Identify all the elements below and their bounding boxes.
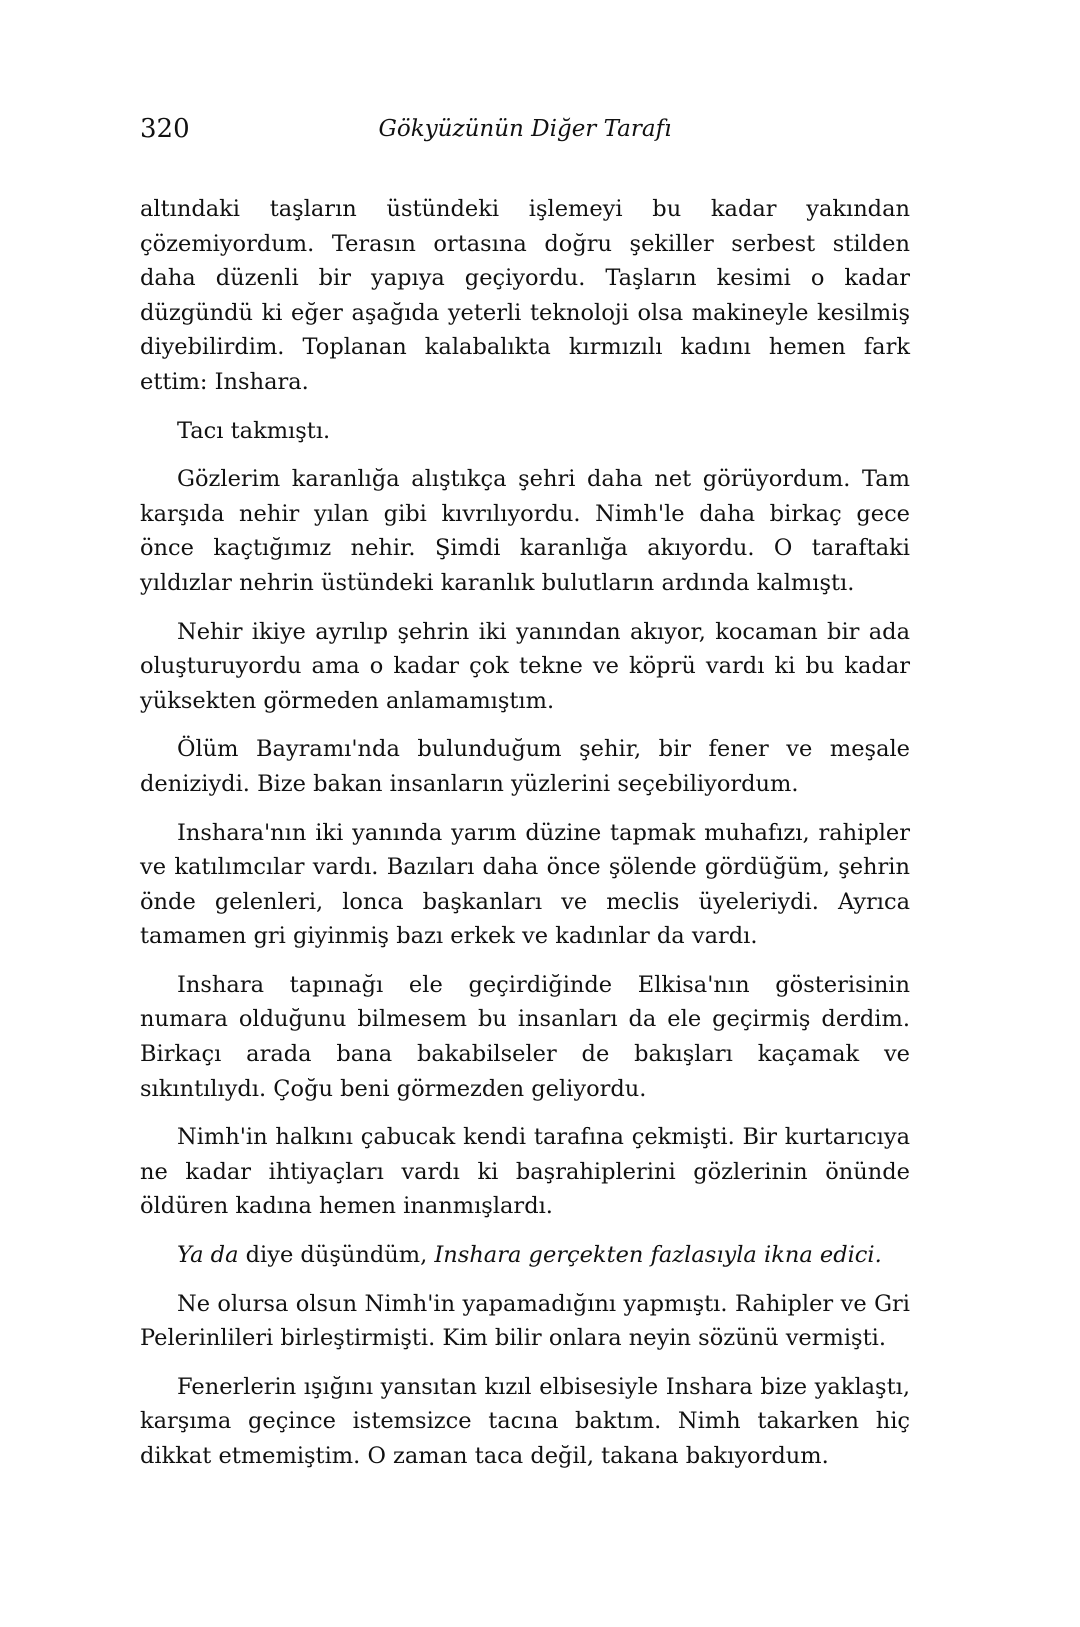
italic-phrase: Ya da	[177, 1242, 239, 1269]
paragraph: Tacı takmıştı.	[177, 417, 331, 444]
paragraph: Fenerlerin ışığını yansıtan kızıl elbisesiyle Inshara bize yaklaştı, karşıma geçince istemsizce tacına baktım. Nimh takarken hiç dikkat etmemiştim. O zaman taca değil, takana bakıyordum.	[140, 1373, 910, 1469]
paragraph: Nimh'in halkını çabucak kendi tarafına çekmişti. Bir kurtarıcıya ne kadar ihtiyaçları vardı ki başrahiplerini gözlerinin önünde öldüren kadına hemen inanmışlardı.	[140, 1124, 910, 1220]
paragraph: Ölüm Bayramı'nda bulunduğum şehir, bir fener ve meşale deniziydi. Bize bakan insanların yüzlerini seçebiliyordum.	[140, 736, 910, 797]
italic-phrase: Inshara gerçekten fazlasıyla ikna edici.	[434, 1242, 882, 1269]
italic-thought-paragraph	[140, 1238, 910, 1273]
plain-phrase: diye düşündüm,	[238, 1242, 435, 1269]
paragraph: Inshara'nın iki yanında yarım düzine tapmak muhafızı, rahipler ve katılımcılar vardı. Bazıları daha önce şölende gördüğüm, şehrin önde gelenleri, lonca başkanları ve meclis üyeleriydi. Ayrıca tamamen gri giyinmiş bazı erkek ve kadınlar da vardı.	[140, 819, 910, 950]
page-header	[140, 112, 910, 152]
paragraph: Inshara tapınağı ele geçirdiğinde Elkisa'nın gösterisinin numara olduğunu bilmesem bu insanları da ele geçirmiş derdim. Birkaçı arada bana bakabilseler de bakışları kaçamak ve sıkıntılıydı. Çoğu beni görmezden geliyordu.	[140, 971, 910, 1102]
paragraph: Ne olursa olsun Nimh'in yapamadığını yapmıştı. Rahipler ve Gri Pelerinlileri birleştirmişti. Kim bilir onlara neyin sözünü vermişti.	[140, 1290, 910, 1352]
page-number: 320	[140, 114, 190, 144]
paragraph: Gözlerim karanlığa alıştıkça şehri daha net görüyordum. Tam karşıda nehir yılan gibi kıvrılıyordu. Nimh'le daha birkaç gece önce kaçtığımız nehir. Şimdi karanlığa akıyordu. O taraftaki yıldızlar nehrin üstündeki karanlık bulutların ardında kalmıştı.	[140, 466, 910, 596]
body-text	[140, 192, 910, 1474]
paragraph: altındaki taşların üstündeki işlemeyi bu kadar yakından çözemiyordum. Terasın ortasına doğru şekiller serbest stilden daha düzenli bir yapıya geçiyordu. Taşların kesimi o kadar düzgündü ki eğer aşağıda yeterli teknoloji olsa makineyle kesilmiş diyebilirdim. Toplanan kalabalıkta kırmızılı kadını hemen fark ettim: Inshara.	[140, 196, 910, 395]
paragraph: Nehir ikiye ayrılıp şehrin iki yanından akıyor, kocaman bir ada oluşturuyordu ama o kadar çok tekne ve köprü vardı ki bu kadar yüksekten görmeden anlamamıştım.	[140, 618, 910, 714]
running-title: Gökyüzünün Diğer Tarafı	[378, 116, 672, 142]
